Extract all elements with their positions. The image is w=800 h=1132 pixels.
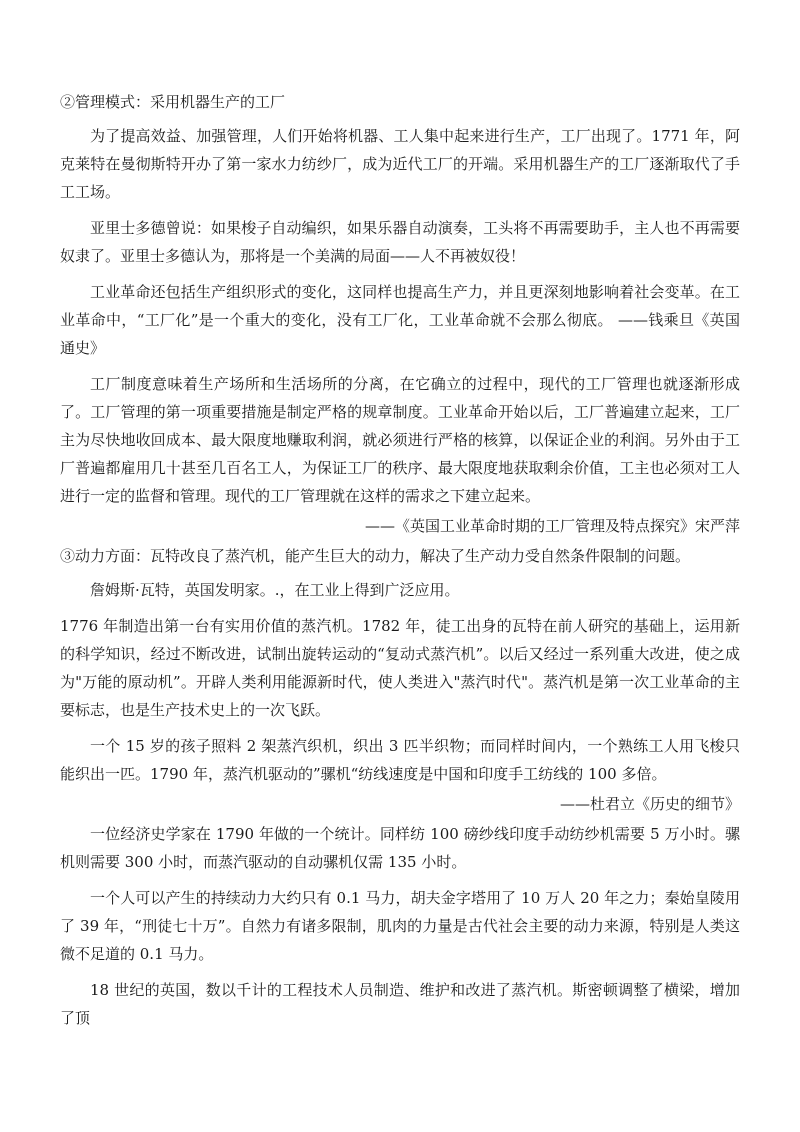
paragraph-factory-management: 工厂制度意味着生产场所和生活场所的分离，在它确立的过程中，现代的工厂管理也就逐渐形成了。工厂管理的第一项重要措施是制定严格的规章制度。工业革命开始以后，工厂普遍建立起来，工厂主为尽快地收回成本、最大限度地赚取利润，就必须进行严格的核算，以保证企业的利润。另外由于工厂普遍都雇用几十甚至几百名工人，为保证工厂的秩序、最大限度地获取剩余价值，工主也必须对工人进行一定的监督和管理。现代的工厂管理就在这样的需求之下建立起来。: [60, 375, 740, 505]
paragraph-james-watt: 詹姆斯·瓦特，英国发明家。.，在工业上得到广泛应用。: [90, 581, 460, 599]
paragraph-factory-origin: 为了提高效益、加强管理，人们开始将机器、工人集中起来进行生产，工厂出现了。1771 年，阿克莱特在曼彻斯特开办了第一家水力纺纱厂，成为近代工厂的开端。采用机器生产的工厂逐渐取代了手工工场。: [60, 127, 740, 201]
document-body: [60, 88, 740, 1040]
paragraph-18th-century-britain: 18 世纪的英国，数以千计的工程技术人员制造、维护和改进了蒸汽机。斯密顿调整了横梁，增加了顶: [60, 981, 740, 1027]
paragraph-steam-engine: 1776 年制造出第一台有实用价值的蒸汽机。1782 年，徒工出身的瓦特在前人研究的基础上，运用新的科学知识，经过不断改进，试制出旋转运动的“复动式蒸汽机”。以后又经过一系列重大改进，使之成为"万能的原动机”。开辟人类利用能源新时代，使人类进入"蒸汽时代"。蒸汽机是第一次工业革命的主要标志，也是生产技术史上的一次飞跃。: [60, 617, 740, 719]
section-heading-power: ③动力方面：瓦特改良了蒸汽机，能产生巨大的动力，解决了生产动力受自然条件限制的问题。: [60, 547, 691, 565]
paragraph-spinning-statistics: 一位经济史学家在 1790 年做的一个统计。同样纺 100 磅纱线印度手动纺纱机需要 5 万小时。骡机则需要 300 小时，而蒸汽驱动的自动骡机仅需 135 小时。: [60, 825, 740, 871]
source-citation-song: ——《英国工业革命时期的工厂管理及特点探究》宋严萍: [364, 517, 740, 535]
paragraph-industrialization-quote: 工业革命还包括生产组织形式的变化，这同样也提高生产力，并且更深刻地影响着社会变革。在工业革命中，“工厂化”是一个重大的变化，没有工厂化，工业革命就不会那么彻底。 ——钱乘旦《英国通史》: [60, 283, 740, 357]
source-citation-du: ——杜君立《历史的细节》: [559, 795, 740, 813]
paragraph-steam-loom: 一个 15 岁的孩子照料 2 架蒸汽织机，织出 3 匹半织物；而同样时间内，一个熟练工人用飞梭只能织出一匹。1790 年，蒸汽机驱动的”骡机“纺线速度是中国和印度手工纺线的 100 多倍。: [60, 737, 740, 783]
paragraph-horsepower: 一个人可以产生的持续动力大约只有 0.1 马力，胡夫金字塔用了 10 万人 20 年之力；秦始皇陵用了 39 年，“刑徒七十万”。自然力有诸多限制，肌肉的力量是古代社会主要的动力来源，特别是人类这微不足道的 0.1 马力。: [60, 889, 740, 963]
section-heading-management: ②管理模式：采用机器生产的工厂: [60, 93, 286, 111]
paragraph-aristotle: 亚里士多德曾说：如果梭子自动编织，如果乐器自动演奏，工头将不再需要助手，主人也不再需要奴隶了。亚里士多德认为，那将是一个美满的局面——人不再被奴役！: [60, 219, 740, 265]
